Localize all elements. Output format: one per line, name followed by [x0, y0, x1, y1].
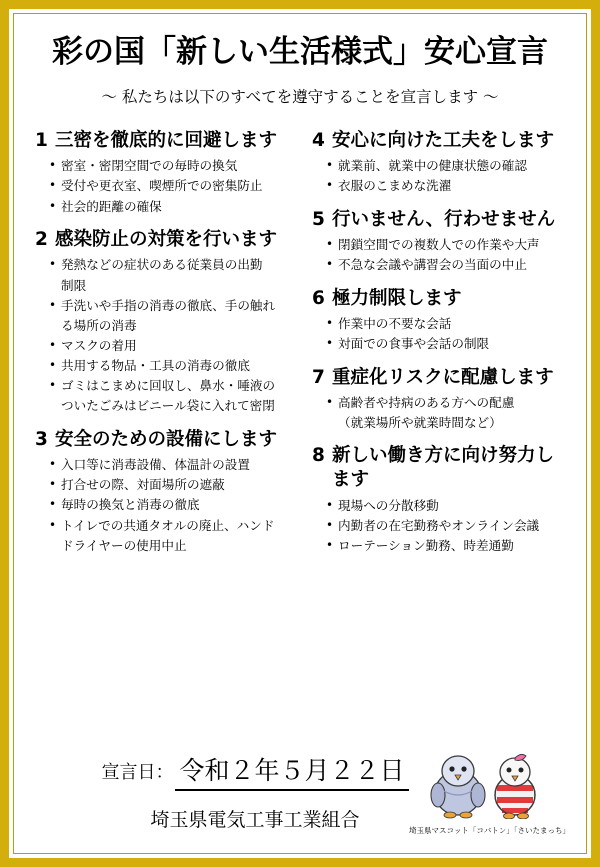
organization-name: 埼玉県電気工事工業組合: [150, 809, 360, 831]
poster-footer: [29, 751, 571, 835]
page-title: 彩の国「新しい生活様式」安心宣言: [52, 34, 548, 70]
section-3-number: 3: [35, 428, 48, 450]
section-3-heading: [35, 428, 292, 452]
section-1-heading: [35, 129, 292, 153]
section-6-title: 極力制限します: [332, 287, 462, 309]
section-2-heading: [35, 228, 292, 252]
section-3-list: [35, 455, 292, 555]
declaration-date-label: 宣言日：: [101, 762, 174, 783]
list-item-continued: ついたごみはビニール袋に入れて密閉: [61, 398, 275, 414]
list-item: • マスクの着用: [35, 336, 292, 355]
mascot-illustration: [409, 751, 569, 836]
section-4-heading: [312, 129, 571, 153]
list-item: • ゴミはこまめに回収し、鼻水・唾液の: [35, 376, 292, 395]
section-5-title: 行いません、行わせません: [332, 208, 556, 230]
list-item: • 発熱などの症状のある従業員の出勤: [35, 255, 292, 274]
list-item: • 打合せの際、対面場所の遮蔽: [35, 475, 292, 494]
section-4-number: 4: [312, 129, 325, 151]
section-5-number: 5: [312, 208, 325, 230]
section-1-list: [35, 156, 292, 215]
list-item-continued: ドライヤーの使用中止: [61, 537, 187, 553]
list-item: • 就業前、就業中の健康状態の確認: [312, 156, 571, 175]
list-item: • 入口等に消毒設備、体温計の設置: [35, 455, 292, 474]
section-8: [312, 444, 571, 555]
list-item-continued: 制限: [61, 277, 87, 293]
list-item: • 対面での食事や会話の制限: [312, 334, 571, 353]
section-4-title: 安心に向けた工夫をします: [332, 129, 555, 151]
list-item-continued: （就業場所や就業時間など）: [338, 415, 502, 431]
section-6-list: [312, 314, 571, 353]
list-item: • 手洗いや手指の消毒の徹底、手の触れ: [35, 296, 292, 315]
list-item: • 高齢者や持病のある方への配慮: [312, 393, 571, 412]
list-item: • 不急な会議や講習会の当面の中止: [312, 255, 571, 274]
section-2-number: 2: [35, 228, 48, 250]
list-item: • 毎時の換気と消毒の徹底: [35, 495, 292, 514]
section-7-list: [312, 393, 571, 432]
section-4: [312, 129, 571, 196]
section-6-number: 6: [312, 287, 325, 309]
section-7-number: 7: [312, 366, 325, 388]
list-item-continued: る場所の消毒: [61, 317, 137, 333]
section-7-title: 重症化リスクに配慮します: [332, 366, 554, 388]
section-7-heading: [312, 366, 571, 390]
declaration-columns: [29, 129, 571, 568]
list-item: • 閉鎖空間での複数人での作業や大声: [312, 235, 571, 254]
list-item: • 共用する物品・工具の消毒の徹底: [35, 356, 292, 375]
section-4-list: [312, 156, 571, 195]
section-5-heading: [312, 208, 571, 232]
mascot-birds-icon: [414, 751, 564, 819]
section-2-title: 感染防止の対策を行います: [55, 228, 278, 250]
mascot-caption: 埼玉県マスコット「コバトン」「さいたまっち」: [409, 826, 570, 835]
section-8-number: 8: [312, 445, 325, 467]
poster-content: [9, 9, 591, 858]
list-item: • 作業中の不要な会話: [312, 314, 571, 333]
section-5-list: [312, 235, 571, 274]
section-8-list: [312, 496, 571, 555]
list-item: • ローテーション勤務、時差通勤: [312, 536, 571, 555]
list-item: • 現場への分散移動: [312, 496, 571, 515]
section-2: [35, 228, 292, 416]
section-3: [35, 428, 292, 555]
declaration-date-value: 令和２年５月２２日: [175, 751, 408, 791]
list-item: • 社会的距離の確保: [35, 197, 292, 216]
section-1-title: 三密を徹底的に回避します: [55, 129, 278, 151]
section-5: [312, 208, 571, 275]
right-column: [306, 129, 571, 568]
page-subtitle: 〜 私たちは以下のすべてを遵守することを宣言します 〜: [101, 87, 499, 106]
list-item: • 衣服のこまめな洗濯: [312, 176, 571, 195]
section-6: [312, 287, 571, 354]
list-item: • 受付や更衣室、喫煙所での密集防止: [35, 176, 292, 195]
list-item: • 内勤者の在宅勤務やオンライン会議: [312, 516, 571, 535]
list-item: • トイレでの共通タオルの廃止、ハンド: [35, 516, 292, 535]
section-8-heading: [312, 444, 571, 491]
section-3-title: 安全のための設備にします: [55, 428, 278, 450]
section-1: [35, 129, 292, 216]
section-2-list: [35, 255, 292, 415]
section-6-heading: [312, 287, 571, 311]
section-7: [312, 366, 571, 433]
left-column: [29, 129, 294, 568]
list-item: • 密室・密閉空間での毎時の換気: [35, 156, 292, 175]
section-1-number: 1: [35, 129, 48, 151]
section-8-title: 新しい働き方に向け努力します: [332, 445, 555, 491]
